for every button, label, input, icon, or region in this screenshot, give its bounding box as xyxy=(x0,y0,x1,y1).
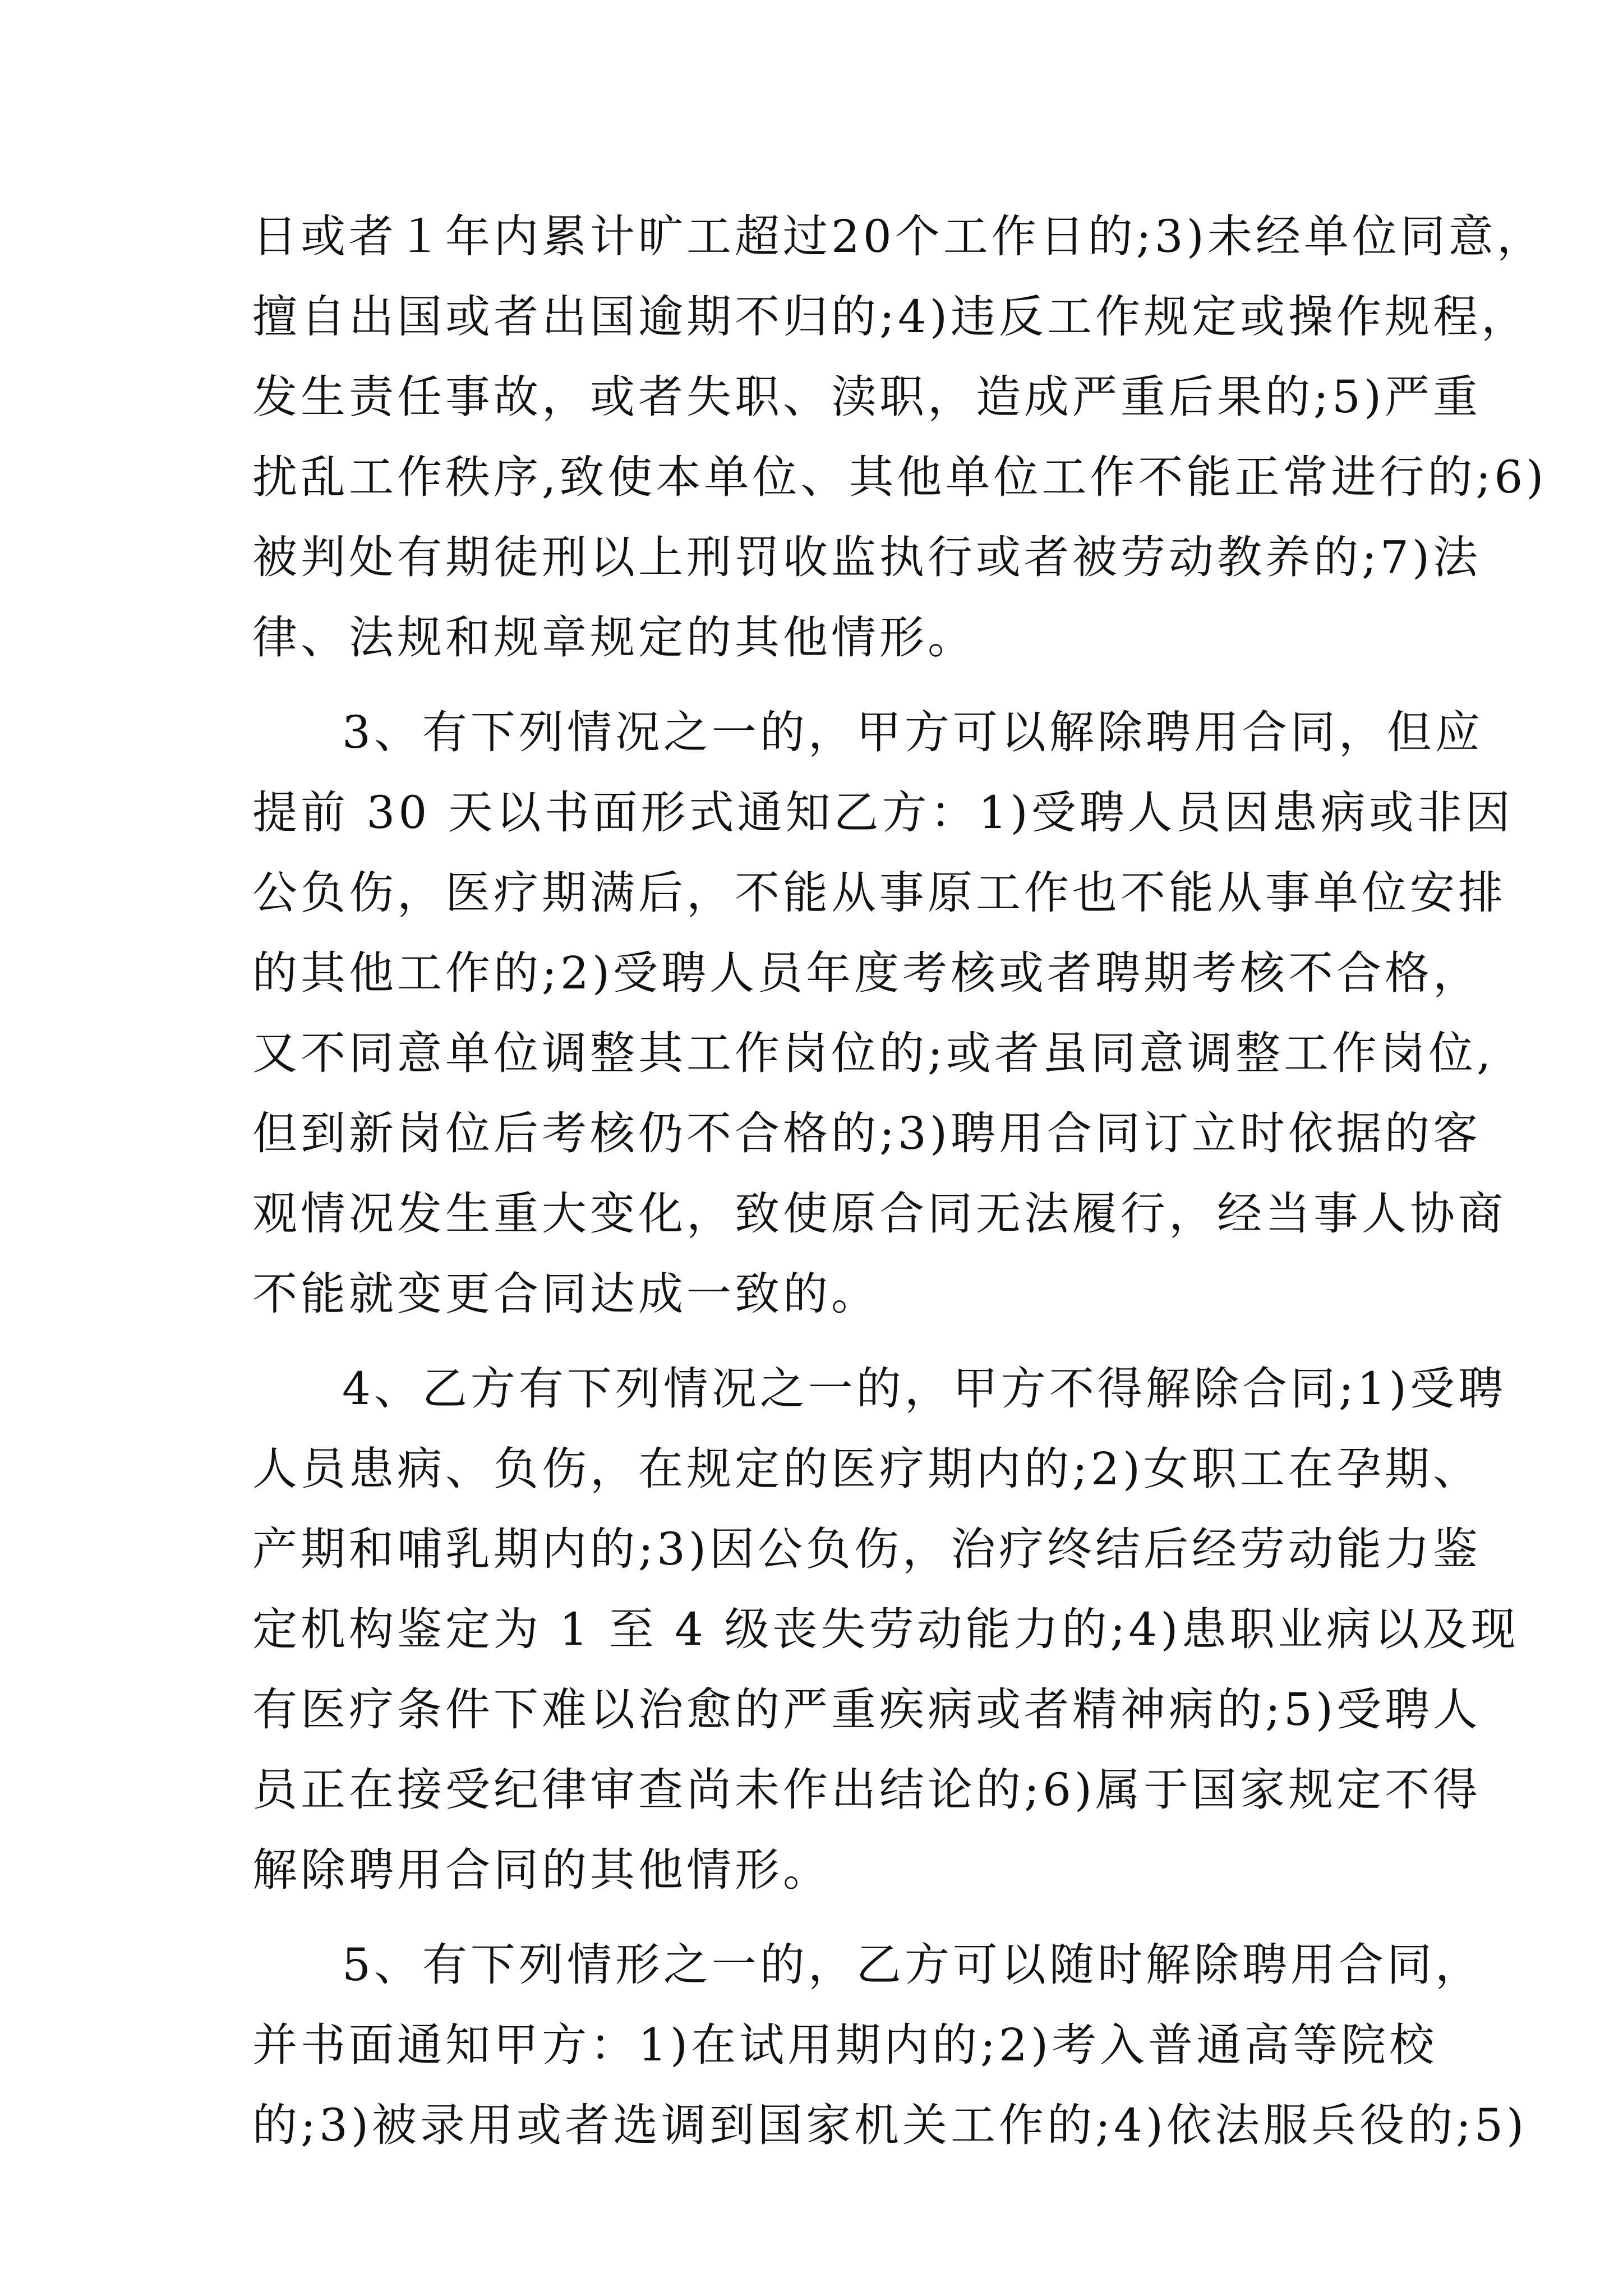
text-line: 但到新岗位后考核仍不合格的;3)聘用合同订立时依据的客 xyxy=(252,1107,1482,1159)
text-line: 定机构鉴定为 1 至 4 级丧失劳动能力的;4)患职业病以及现 xyxy=(252,1603,1519,1655)
text-line: 解除聘用合同的其他情形。 xyxy=(252,1844,831,1896)
text-line: 并书面通知甲方：1)在试用期内的;2)考入普通高等院校 xyxy=(252,2019,1438,2071)
text-line: 被判处有期徒刑以上刑罚收监执行或者被劳动教养的;7)法 xyxy=(252,531,1482,583)
paragraph-clause-4 xyxy=(252,1349,1519,1910)
paragraph-continued xyxy=(252,196,1547,678)
text-line: 的其他工作的;2)受聘人员年度考核或者聘期考核不合格， xyxy=(252,947,1482,999)
text-line: 4、乙方有下列情况之一的，甲方不得解除合同;1)受聘 xyxy=(342,1363,1506,1415)
paragraph-clause-3 xyxy=(252,692,1514,1334)
text-line: 5、有下列情形之一的，乙方可以随时解除聘用合同， xyxy=(342,1939,1483,1991)
text-line: 员正在接受纪律审查尚未作出结论的;6)属于国家规定不得 xyxy=(252,1764,1482,1816)
text-line: 观情况发生重大变化，致使原合同无法履行，经当事人协商 xyxy=(252,1188,1506,1240)
document-body xyxy=(252,196,1547,2180)
text-line: 又不同意单位调整其工作岗位的;或者虽同意调整工作岗位, xyxy=(252,1027,1495,1079)
text-line: 的;3)被录用或者选调到国家机关工作的;4)依法服兵役的;5) xyxy=(252,2099,1528,2151)
text-line: 律、法规和规章规定的其他情形。 xyxy=(252,611,976,664)
text-line: 扰乱工作秩序,致使本单位、其他单位工作不能正常进行的;6) xyxy=(252,451,1547,503)
text-line: 提前 30 天以书面形式通知乙方：1)受聘人员因患病或非因 xyxy=(252,786,1514,839)
text-line: 发生责任事故，或者失职、渎职，造成严重后果的;5)严重 xyxy=(252,371,1482,423)
text-line: 不能就变更合同达成一致的。 xyxy=(252,1268,879,1320)
text-line: 擅自出国或者出国逾期不归的;4)违反工作规定或操作规程， xyxy=(252,291,1530,343)
text-line: 日或者１年内累计旷工超过20个工作日的;3)未经单位同意， xyxy=(252,210,1545,263)
text-line: 产期和哺乳期内的;3)因公负伤，治疗终结后经劳动能力鉴 xyxy=(252,1523,1482,1575)
text-line: 有医疗条件下难以治愈的严重疾病或者精神病的;5)受聘人 xyxy=(252,1683,1482,1736)
text-line: 公负伤，医疗期满后，不能从事原工作也不能从事单位安排 xyxy=(252,867,1506,919)
paragraph-clause-5 xyxy=(252,1925,1528,2165)
text-line: 人员患病、负伤，在规定的医疗期内的;2)女职工在孕期、 xyxy=(252,1443,1482,1495)
text-line: 3、有下列情况之一的，甲方可以解除聘用合同，但应 xyxy=(342,706,1483,758)
